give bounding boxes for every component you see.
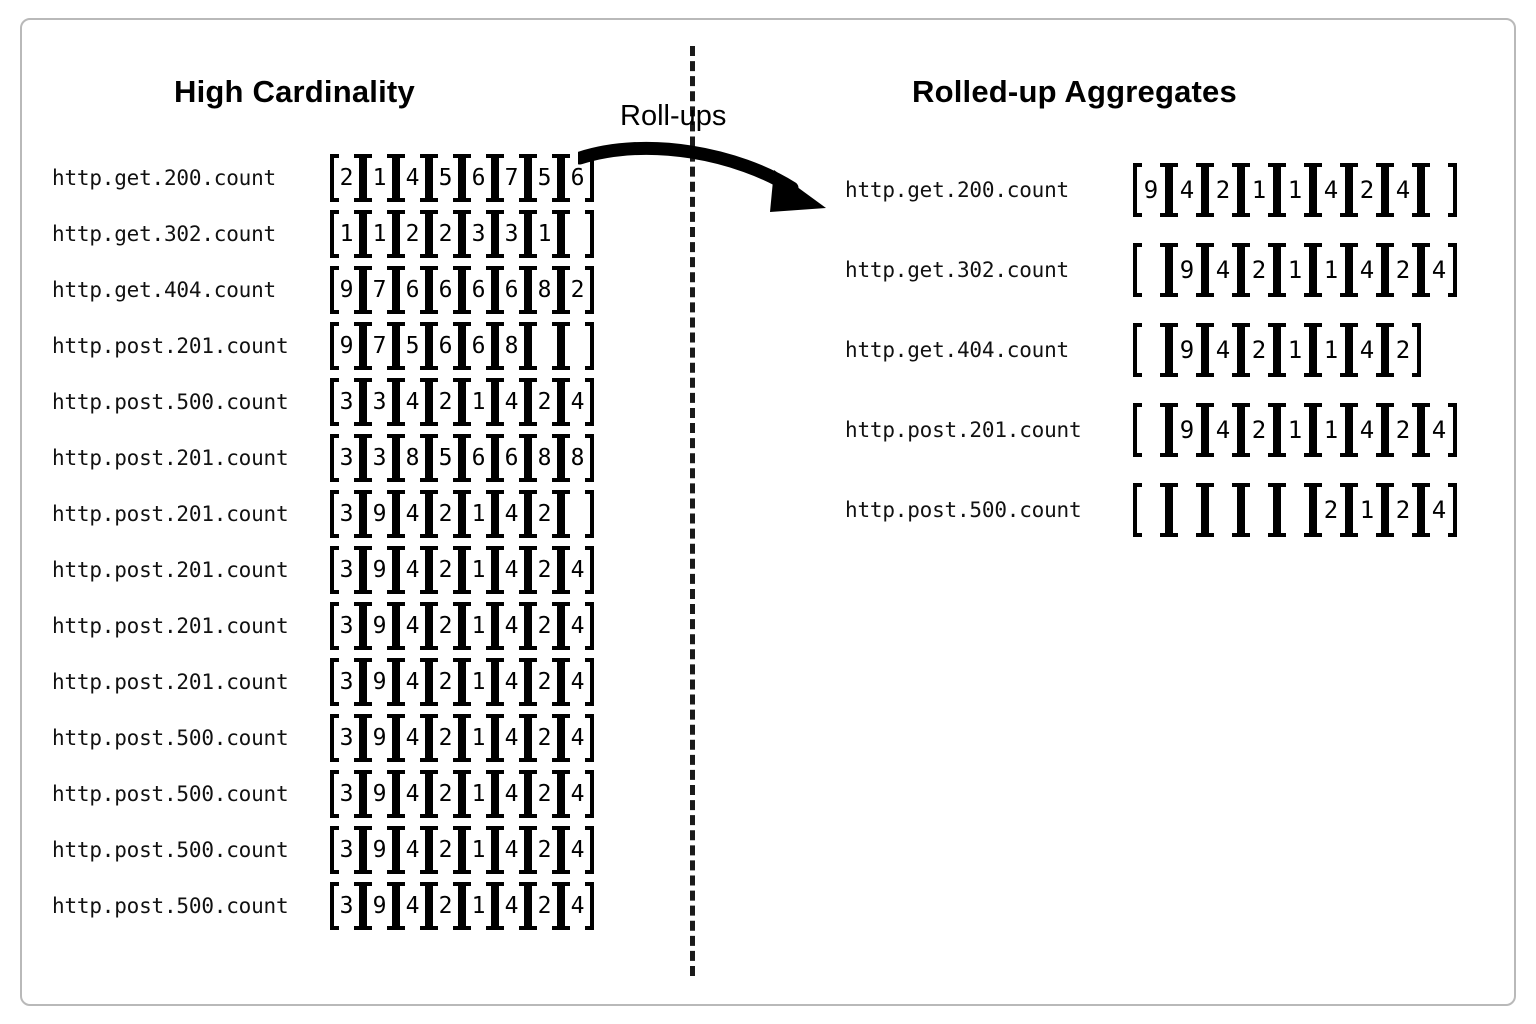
value-array: [1133, 483, 1457, 537]
array-cell: 4: [396, 770, 429, 818]
array-cell: 4: [1205, 403, 1241, 457]
metric-name: http.post.500.count: [52, 390, 289, 414]
array-cell: [1133, 403, 1169, 457]
array-cell: 4: [1385, 163, 1421, 217]
array-cell: 4: [561, 882, 594, 930]
metric-row: [52, 878, 594, 934]
array-cell: [1205, 483, 1241, 537]
value-array: [330, 210, 594, 258]
array-cell: 1: [363, 154, 396, 202]
array-cell: 4: [396, 490, 429, 538]
array-cell: 4: [561, 378, 594, 426]
array-cell: 3: [330, 714, 363, 762]
array-cell: 4: [495, 714, 528, 762]
metric-name: http.post.201.count: [52, 334, 289, 358]
value-array: [330, 266, 594, 314]
array-cell: 4: [396, 154, 429, 202]
array-cell: 8: [495, 322, 528, 370]
array-cell: 2: [1313, 483, 1349, 537]
value-array: [330, 154, 594, 202]
metric-row: [845, 230, 1457, 310]
metric-row: [52, 318, 594, 374]
value-array: [330, 546, 594, 594]
metric-row: [52, 262, 594, 318]
array-cell: 6: [396, 266, 429, 314]
value-array: [330, 826, 594, 874]
metric-name: http.post.500.count: [52, 726, 289, 750]
array-cell: 1: [462, 378, 495, 426]
array-cell: 2: [1385, 483, 1421, 537]
array-cell: 4: [1421, 243, 1457, 297]
array-cell: 9: [363, 770, 396, 818]
array-cell: 4: [1205, 323, 1241, 377]
metric-name: http.get.302.count: [52, 222, 276, 246]
array-cell: 3: [495, 210, 528, 258]
array-cell: 8: [561, 434, 594, 482]
metric-row: [52, 542, 594, 598]
metric-name: http.get.200.count: [52, 166, 276, 190]
array-cell: 4: [495, 770, 528, 818]
array-cell: 5: [528, 154, 561, 202]
metric-name: http.post.201.count: [52, 670, 289, 694]
array-cell: 1: [1277, 323, 1313, 377]
array-cell: 1: [462, 658, 495, 706]
rolled-up-rows: [845, 150, 1457, 550]
array-cell: [561, 490, 594, 538]
array-cell: 1: [1313, 403, 1349, 457]
value-array: [330, 714, 594, 762]
array-cell: 2: [528, 658, 561, 706]
array-cell: 7: [363, 266, 396, 314]
value-array: [330, 882, 594, 930]
array-cell: 6: [429, 322, 462, 370]
value-array: [1133, 403, 1457, 457]
array-cell: 8: [528, 434, 561, 482]
array-cell: 2: [1385, 243, 1421, 297]
array-cell: 8: [396, 434, 429, 482]
array-cell: [561, 210, 594, 258]
value-array: [330, 658, 594, 706]
array-cell: 4: [396, 714, 429, 762]
array-cell: 2: [330, 154, 363, 202]
array-cell: 1: [1313, 323, 1349, 377]
array-cell: 2: [429, 882, 462, 930]
value-array: [1133, 163, 1457, 217]
array-cell: 2: [429, 714, 462, 762]
metric-name: http.post.500.count: [845, 498, 1082, 522]
array-cell: 3: [363, 378, 396, 426]
array-cell: [1169, 483, 1205, 537]
value-array: [330, 770, 594, 818]
metric-row: [52, 206, 594, 262]
array-cell: 4: [396, 546, 429, 594]
value-array: [1133, 243, 1457, 297]
array-cell: 4: [1205, 243, 1241, 297]
rollup-arrow-icon: [578, 140, 848, 220]
array-cell: 4: [495, 490, 528, 538]
metric-row: [52, 598, 594, 654]
array-cell: 9: [1169, 243, 1205, 297]
array-cell: 3: [330, 658, 363, 706]
array-cell: [1133, 243, 1169, 297]
metric-row: [52, 710, 594, 766]
metric-row: [845, 150, 1457, 230]
value-array: [330, 434, 594, 482]
metric-row: [845, 310, 1457, 390]
array-cell: 4: [1349, 243, 1385, 297]
array-cell: 1: [462, 714, 495, 762]
array-cell: 9: [363, 490, 396, 538]
array-cell: 6: [495, 434, 528, 482]
metric-row: [845, 470, 1457, 550]
array-cell: 9: [1169, 403, 1205, 457]
array-cell: 4: [561, 546, 594, 594]
array-cell: 3: [330, 770, 363, 818]
array-cell: 4: [396, 658, 429, 706]
metric-row: [845, 390, 1457, 470]
array-cell: 2: [528, 770, 561, 818]
array-cell: 2: [528, 826, 561, 874]
array-cell: 1: [330, 210, 363, 258]
array-cell: 4: [495, 658, 528, 706]
array-cell: 2: [528, 602, 561, 650]
metric-row: [52, 654, 594, 710]
array-cell: [1277, 483, 1313, 537]
metric-row: [52, 766, 594, 822]
array-cell: 4: [561, 770, 594, 818]
array-cell: 4: [1421, 483, 1457, 537]
array-cell: 4: [561, 714, 594, 762]
array-cell: 2: [528, 490, 561, 538]
metric-row: [52, 486, 594, 542]
metric-name: http.post.201.count: [52, 614, 289, 638]
array-cell: 1: [528, 210, 561, 258]
array-cell: 9: [1133, 163, 1169, 217]
array-cell: 1: [1349, 483, 1385, 537]
array-cell: 4: [396, 826, 429, 874]
array-cell: 1: [462, 602, 495, 650]
array-cell: 4: [396, 602, 429, 650]
metric-name: http.post.500.count: [52, 838, 289, 862]
array-cell: 9: [363, 658, 396, 706]
array-cell: 9: [1169, 323, 1205, 377]
array-cell: 6: [462, 266, 495, 314]
array-cell: 4: [561, 602, 594, 650]
metric-name: http.get.200.count: [845, 178, 1069, 202]
array-cell: 3: [330, 826, 363, 874]
array-cell: 6: [462, 154, 495, 202]
array-cell: 2: [1241, 323, 1277, 377]
array-cell: 2: [429, 210, 462, 258]
array-cell: 4: [1313, 163, 1349, 217]
metric-name: http.post.500.count: [52, 782, 289, 806]
rollups-label: Roll-ups: [620, 100, 727, 132]
array-cell: 2: [429, 490, 462, 538]
array-cell: 4: [1421, 403, 1457, 457]
high-cardinality-rows: [52, 150, 594, 934]
left-panel-title: High Cardinality: [174, 74, 415, 109]
array-cell: [1133, 323, 1169, 377]
array-cell: 4: [1169, 163, 1205, 217]
metric-name: http.post.201.count: [52, 558, 289, 582]
metric-name: http.get.404.count: [845, 338, 1069, 362]
array-cell: 3: [330, 602, 363, 650]
array-cell: 2: [1385, 403, 1421, 457]
array-cell: 2: [1385, 323, 1421, 377]
array-cell: [528, 322, 561, 370]
metric-row: [52, 430, 594, 486]
array-cell: [561, 322, 594, 370]
array-cell: 2: [1205, 163, 1241, 217]
array-cell: 4: [495, 602, 528, 650]
array-cell: 1: [462, 826, 495, 874]
array-cell: 4: [1349, 323, 1385, 377]
array-cell: 4: [495, 882, 528, 930]
array-cell: 4: [396, 378, 429, 426]
metric-name: http.post.201.count: [845, 418, 1082, 442]
array-cell: 6: [462, 322, 495, 370]
array-cell: 3: [330, 490, 363, 538]
array-cell: 2: [528, 378, 561, 426]
array-cell: 9: [363, 602, 396, 650]
array-cell: 6: [561, 154, 594, 202]
array-cell: 4: [495, 546, 528, 594]
array-cell: 2: [561, 266, 594, 314]
array-cell: 2: [396, 210, 429, 258]
array-cell: 9: [330, 266, 363, 314]
metric-row: [52, 150, 594, 206]
array-cell: 8: [528, 266, 561, 314]
array-cell: 1: [462, 546, 495, 594]
right-panel-title: Rolled-up Aggregates: [912, 74, 1237, 109]
array-cell: 2: [429, 826, 462, 874]
array-cell: 2: [429, 658, 462, 706]
metric-row: [52, 822, 594, 878]
array-cell: 7: [495, 154, 528, 202]
value-array: [1133, 323, 1421, 377]
array-cell: 9: [363, 546, 396, 594]
array-cell: 2: [528, 714, 561, 762]
array-cell: [1421, 163, 1457, 217]
array-cell: 9: [330, 322, 363, 370]
metric-name: http.get.302.count: [845, 258, 1069, 282]
value-array: [330, 490, 594, 538]
array-cell: 3: [330, 546, 363, 594]
array-cell: 2: [1241, 243, 1277, 297]
array-cell: 3: [330, 882, 363, 930]
array-cell: 4: [561, 658, 594, 706]
array-cell: 3: [330, 434, 363, 482]
array-cell: 3: [462, 210, 495, 258]
array-cell: 2: [429, 602, 462, 650]
array-cell: 6: [429, 266, 462, 314]
metric-name: http.post.201.count: [52, 446, 289, 470]
array-cell: 2: [1241, 403, 1277, 457]
array-cell: 2: [429, 546, 462, 594]
array-cell: 1: [1241, 163, 1277, 217]
array-cell: 7: [363, 322, 396, 370]
array-cell: 6: [462, 434, 495, 482]
array-cell: 9: [363, 826, 396, 874]
array-cell: 2: [528, 546, 561, 594]
value-array: [330, 378, 594, 426]
array-cell: 3: [330, 378, 363, 426]
array-cell: 2: [429, 378, 462, 426]
array-cell: 4: [495, 826, 528, 874]
array-cell: 1: [462, 882, 495, 930]
value-array: [330, 322, 594, 370]
array-cell: 2: [1349, 163, 1385, 217]
array-cell: 4: [561, 826, 594, 874]
array-cell: [1241, 483, 1277, 537]
array-cell: 1: [462, 490, 495, 538]
array-cell: 5: [429, 154, 462, 202]
metric-name: http.post.201.count: [52, 502, 289, 526]
array-cell: 1: [1313, 243, 1349, 297]
array-cell: 4: [1349, 403, 1385, 457]
array-cell: 1: [363, 210, 396, 258]
array-cell: 4: [495, 378, 528, 426]
value-array: [330, 602, 594, 650]
array-cell: 5: [429, 434, 462, 482]
array-cell: 6: [495, 266, 528, 314]
metric-row: [52, 374, 594, 430]
metric-name: http.post.500.count: [52, 894, 289, 918]
array-cell: 1: [462, 770, 495, 818]
array-cell: [1133, 483, 1169, 537]
array-cell: 5: [396, 322, 429, 370]
array-cell: 2: [429, 770, 462, 818]
array-cell: 1: [1277, 403, 1313, 457]
array-cell: 3: [363, 434, 396, 482]
array-cell: 9: [363, 714, 396, 762]
metric-name: http.get.404.count: [52, 278, 276, 302]
array-cell: 9: [363, 882, 396, 930]
array-cell: 4: [396, 882, 429, 930]
array-cell: 1: [1277, 243, 1313, 297]
array-cell: 2: [528, 882, 561, 930]
array-cell: 1: [1277, 163, 1313, 217]
